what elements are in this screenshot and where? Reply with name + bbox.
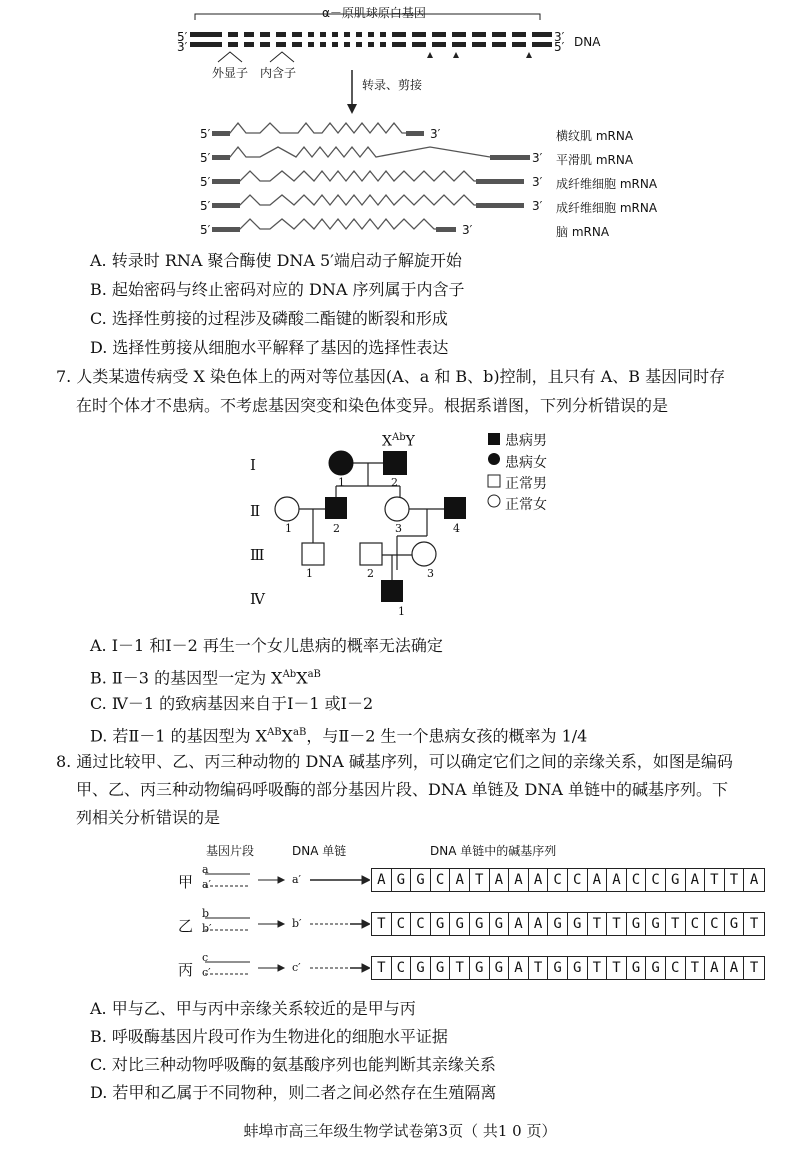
- base-cell: A: [588, 869, 608, 891]
- q7-option-b: B. Ⅱ－3 的基因型一定为 $X^{Ab}X^{aB}$: [90, 668, 321, 688]
- base-cell: T: [588, 913, 608, 935]
- mrna-3-4: 3′: [532, 199, 543, 213]
- num-II2: 2: [333, 522, 340, 535]
- q8-option-d: D. 若甲和乙属于不同物种，则二者之间必然存在生殖隔离: [90, 1083, 497, 1102]
- single-a-prime: a′: [292, 873, 302, 886]
- num-III1: 1: [306, 567, 313, 580]
- q8-stem-line1: 8. 通过比较甲、乙、丙三种动物的 DNA 碱基序列，可以确定它们之间的亲缘关系，如图是编码: [56, 752, 733, 771]
- mrna-3-1: 3′: [430, 127, 441, 141]
- strand-b: b: [202, 907, 210, 920]
- mrna-5-1: 5′: [200, 127, 211, 141]
- mrna-5-5: 5′: [200, 223, 211, 237]
- base-cell: G: [646, 957, 666, 979]
- base-cell: G: [627, 957, 647, 979]
- base-cell: G: [431, 957, 451, 979]
- mrna-label: 横纹肌 mRNA: [556, 129, 634, 143]
- base-cell: T: [588, 957, 608, 979]
- base-cell: T: [705, 869, 725, 891]
- base-cell: C: [568, 869, 588, 891]
- base-cell: A: [509, 957, 529, 979]
- mrna-5-3: 5′: [200, 175, 211, 189]
- base-cell: C: [392, 913, 412, 935]
- base-cell: G: [490, 913, 510, 935]
- dna-5-bottom: 5′: [554, 40, 565, 54]
- dna-3-top: 3′: [554, 30, 565, 44]
- mrna-label: 成纤维细胞 mRNA: [556, 201, 658, 215]
- base-cell: T: [529, 957, 549, 979]
- dna-3-bottom: 3′: [177, 40, 188, 54]
- base-cell: T: [450, 957, 470, 979]
- mrna-3-3: 3′: [532, 175, 543, 189]
- strand-c-prime: c′: [202, 966, 211, 979]
- base-cell: G: [568, 913, 588, 935]
- base-cell: C: [666, 957, 686, 979]
- mrna-label: 成纤维细胞 mRNA: [556, 177, 658, 191]
- base-cell: A: [529, 869, 549, 891]
- dna-5-top: 5′: [177, 30, 188, 44]
- legend-normal-female: 正常女: [505, 497, 547, 513]
- legend-affected-male: 患病男: [505, 433, 547, 449]
- base-cell: C: [686, 913, 706, 935]
- page-footer: 蚌埠市高三年级生物学试卷第3页（ 共1 0 页）: [243, 1122, 557, 1140]
- splicing-diagram: [170, 0, 590, 245]
- base-cell: T: [725, 869, 745, 891]
- base-cell: A: [749, 872, 759, 888]
- strand-a-prime: a′: [202, 878, 212, 891]
- base-cell: T: [607, 913, 627, 935]
- mrna-3-5: 3′: [462, 223, 473, 237]
- q7-stem-line1: 7. 人类某遗传病受 X 染色体上的两对等位基因(A、a 和 B、b)控制，且只有 A、B 基因同时存: [56, 367, 726, 386]
- base-cell: A: [509, 869, 529, 891]
- col-base-seq: DNA 单链中的碱基序列: [430, 844, 557, 858]
- mrna-3-2: 3′: [532, 151, 543, 165]
- base-cell: A: [725, 957, 745, 979]
- q7-stem-line2: 在时个体才不患病。不考虑基因突变和染色体变异。根据系谱图，下列分析错误的是: [76, 396, 669, 415]
- base-cell: A: [509, 913, 529, 935]
- base-cell: C: [627, 869, 647, 891]
- base-cell: C: [392, 957, 412, 979]
- base-cell: G: [450, 913, 470, 935]
- legend-normal-male: 正常男: [505, 476, 547, 492]
- col-gene-fragment: 基因片段: [206, 844, 255, 858]
- gen-label-1: Ⅰ: [250, 456, 256, 474]
- sequence-row-bing: [371, 956, 765, 980]
- base-cell: T: [470, 869, 490, 891]
- strand-b-prime: b′: [202, 922, 212, 935]
- num-II3: 3: [395, 522, 402, 535]
- base-cell: T: [686, 957, 706, 979]
- sequence-row-yi: [371, 912, 765, 936]
- base-cell: G: [666, 869, 686, 891]
- mrna-label: 平滑肌 mRNA: [556, 153, 634, 167]
- base-cell: C: [411, 913, 431, 935]
- base-cell: T: [666, 913, 686, 935]
- q8-option-b: B. 呼吸酶基因片段可作为生物进化的细胞水平证据: [90, 1027, 448, 1046]
- base-cell: G: [490, 957, 510, 979]
- q8-option-c: C. 对比三种动物呼吸酶的氨基酸序列也能判断其亲缘关系: [90, 1055, 496, 1074]
- q8-stem-line3: 列相关分析错误的是: [76, 808, 221, 827]
- dna-label: DNA: [574, 35, 601, 49]
- gene-label: α－原肌球原白基因: [322, 6, 426, 20]
- base-cell: G: [470, 913, 490, 935]
- base-cell: A: [372, 869, 392, 891]
- row-name-bing: 丙: [178, 961, 194, 979]
- base-cell: G: [548, 913, 568, 935]
- legend-affected-female: 患病女: [505, 455, 547, 471]
- q6-option-d: D. 选择性剪接从细胞水平解释了基因的选择性表达: [90, 338, 449, 357]
- row-name-yi: 乙: [178, 917, 194, 935]
- base-cell: T: [749, 960, 759, 976]
- base-cell: A: [686, 869, 706, 891]
- base-cell: C: [646, 869, 666, 891]
- num-I2: 2: [391, 476, 398, 489]
- gen-label-2: Ⅱ: [250, 502, 261, 520]
- gen-label-3: Ⅲ: [250, 546, 265, 564]
- base-cell: G: [392, 869, 412, 891]
- base-cell: G: [411, 869, 431, 891]
- base-cell: T: [749, 916, 759, 932]
- intron-label: 内含子: [260, 66, 297, 80]
- base-cell: C: [431, 869, 451, 891]
- transcription-arrow-label: 转录、剪接: [362, 78, 423, 92]
- q8-stem-line2: 甲、乙、丙三种动物编码呼吸酶的部分基因片段、DNA 单链及 DNA 单链中的碱基序列。下: [76, 780, 729, 799]
- num-III3: 3: [427, 567, 434, 580]
- q6-option-c: C. 选择性剪接的过程涉及磷酸二酯键的断裂和形成: [90, 309, 448, 328]
- base-cell: A: [490, 869, 510, 891]
- base-cell: G: [568, 957, 588, 979]
- base-cell: A: [529, 913, 549, 935]
- base-cell: T: [372, 957, 392, 979]
- base-cell: T: [607, 957, 627, 979]
- base-cell: T: [372, 913, 392, 935]
- num-II1: 1: [285, 522, 292, 535]
- strand-a: a: [202, 863, 209, 876]
- strand-c: c: [202, 951, 209, 964]
- q6-option-b: B. 起始密码与终止密码对应的 DNA 序列属于内含子: [90, 280, 465, 299]
- sequence-row-jia: [371, 868, 765, 892]
- base-cell: A: [705, 957, 725, 979]
- q8-option-a: A. 甲与乙、甲与丙中亲缘关系较近的是甲与丙: [90, 999, 416, 1018]
- base-cell: A: [607, 869, 627, 891]
- q7-option-d: D. 若Ⅱ－1 的基因型为 $X^{AB}X^{aB}$，与Ⅱ－2 生一个患病女孩的概率为 1/4: [90, 726, 588, 746]
- genotype-label: $X^{Ab}Y$: [382, 432, 415, 450]
- num-III2: 2: [367, 567, 374, 580]
- gen-label-4: Ⅳ: [250, 590, 265, 608]
- num-I1: 1: [338, 476, 345, 489]
- num-II4: 4: [453, 522, 460, 535]
- base-cell: G: [627, 913, 647, 935]
- mrna-5-4: 5′: [200, 199, 211, 213]
- base-cell: C: [548, 869, 568, 891]
- base-cell: G: [431, 913, 451, 935]
- single-c-prime: c′: [292, 961, 301, 974]
- q7-option-c: C. Ⅳ－1 的致病基因来自于Ⅰ－1 或Ⅰ－2: [90, 694, 374, 713]
- num-IV1: 1: [398, 605, 405, 618]
- base-cell: G: [548, 957, 568, 979]
- base-cell: G: [411, 957, 431, 979]
- base-cell: G: [646, 913, 666, 935]
- base-cell: C: [705, 913, 725, 935]
- single-b-prime: b′: [292, 917, 302, 930]
- q6-option-a: A. 转录时 RNA 聚合酶使 DNA 5′端启动子解旋开始: [90, 251, 462, 270]
- mrna-label: 脑 mRNA: [556, 225, 610, 239]
- base-cell: G: [725, 913, 745, 935]
- mrna-5-2: 5′: [200, 151, 211, 165]
- base-cell: A: [450, 869, 470, 891]
- row-name-jia: 甲: [178, 873, 194, 891]
- base-cell: G: [470, 957, 490, 979]
- q7-option-a: A. Ⅰ－1 和Ⅰ－2 再生一个女儿患病的概率无法确定: [90, 636, 443, 655]
- exon-label: 外显子: [212, 66, 249, 80]
- col-dna-single: DNA 单链: [292, 844, 347, 858]
